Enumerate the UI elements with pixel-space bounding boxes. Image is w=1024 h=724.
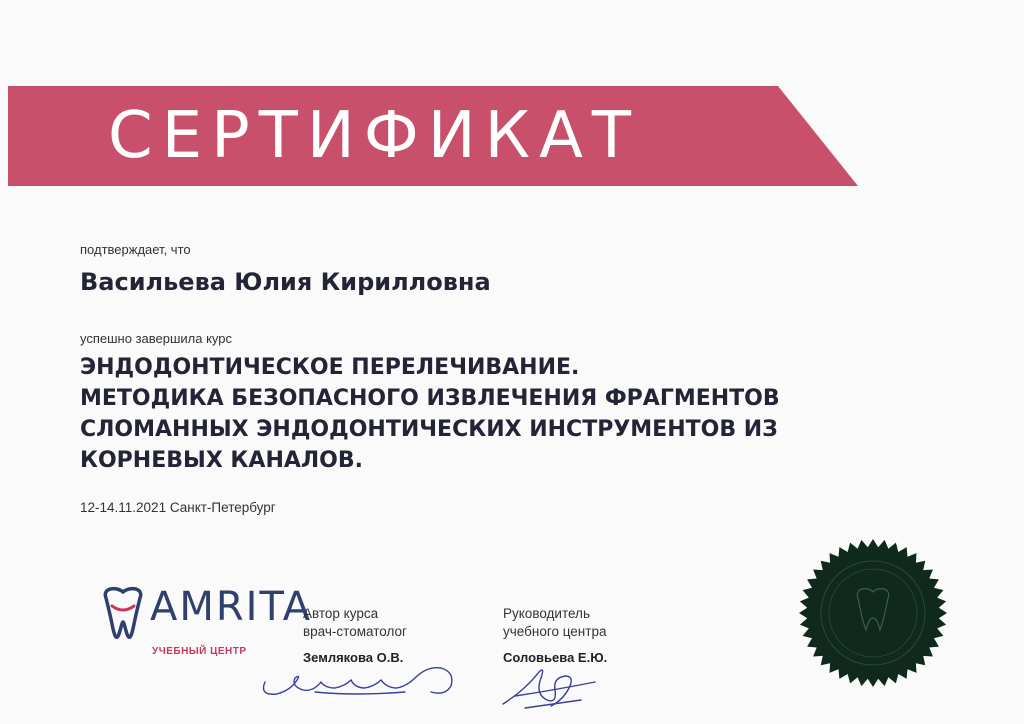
author-role-line: врач-стоматолог [303, 624, 407, 639]
director-role [503, 605, 606, 641]
certificate-banner [8, 86, 858, 186]
completed-text: успешно завершила курс [80, 331, 233, 346]
course-title-line: ЭНДОДОНТИЧЕСКОЕ ПЕРЕЛЕЧИВАНИЕ. [80, 355, 580, 380]
director-role-line: Руководитель [503, 606, 590, 621]
director-signature [495, 660, 615, 715]
director-name: Соловьева Е.Ю. [503, 650, 608, 665]
certificate-title: СЕРТИФИКАТ [108, 99, 640, 173]
author-role [303, 605, 407, 641]
author-name: Землякова О.В. [303, 650, 404, 665]
course-title-line: КОРНЕВЫХ КАНАЛОВ. [80, 448, 363, 473]
author-role-line: Автор курса [303, 606, 379, 621]
course-title-line: СЛОМАННЫХ ЭНДОДОНТИЧЕСКИХ ИНСТРУМЕНТОВ ИЗ [80, 417, 778, 442]
course-title [80, 352, 780, 476]
tooth-icon [98, 584, 148, 644]
recipient-name: Васильева Юлия Кирилловна [80, 268, 491, 296]
director-role-line: учебного центра [503, 624, 607, 639]
logo-subtitle: УЧЕБНЫЙ ЦЕНТР [152, 646, 247, 657]
date-place: 12-14.11.2021 Санкт-Петербург [80, 500, 276, 515]
seal-graphic [798, 538, 948, 688]
amrita-logo [98, 582, 313, 662]
course-title-line: МЕТОДИКА БЕЗОПАСНОГО ИЗВЛЕЧЕНИЯ ФРАГМЕНТОВ [80, 386, 780, 411]
logo-name: AMRITA [150, 584, 313, 630]
gold-seal [798, 538, 948, 688]
confirms-text: подтверждает, что [80, 242, 191, 257]
author-signature [255, 652, 485, 712]
